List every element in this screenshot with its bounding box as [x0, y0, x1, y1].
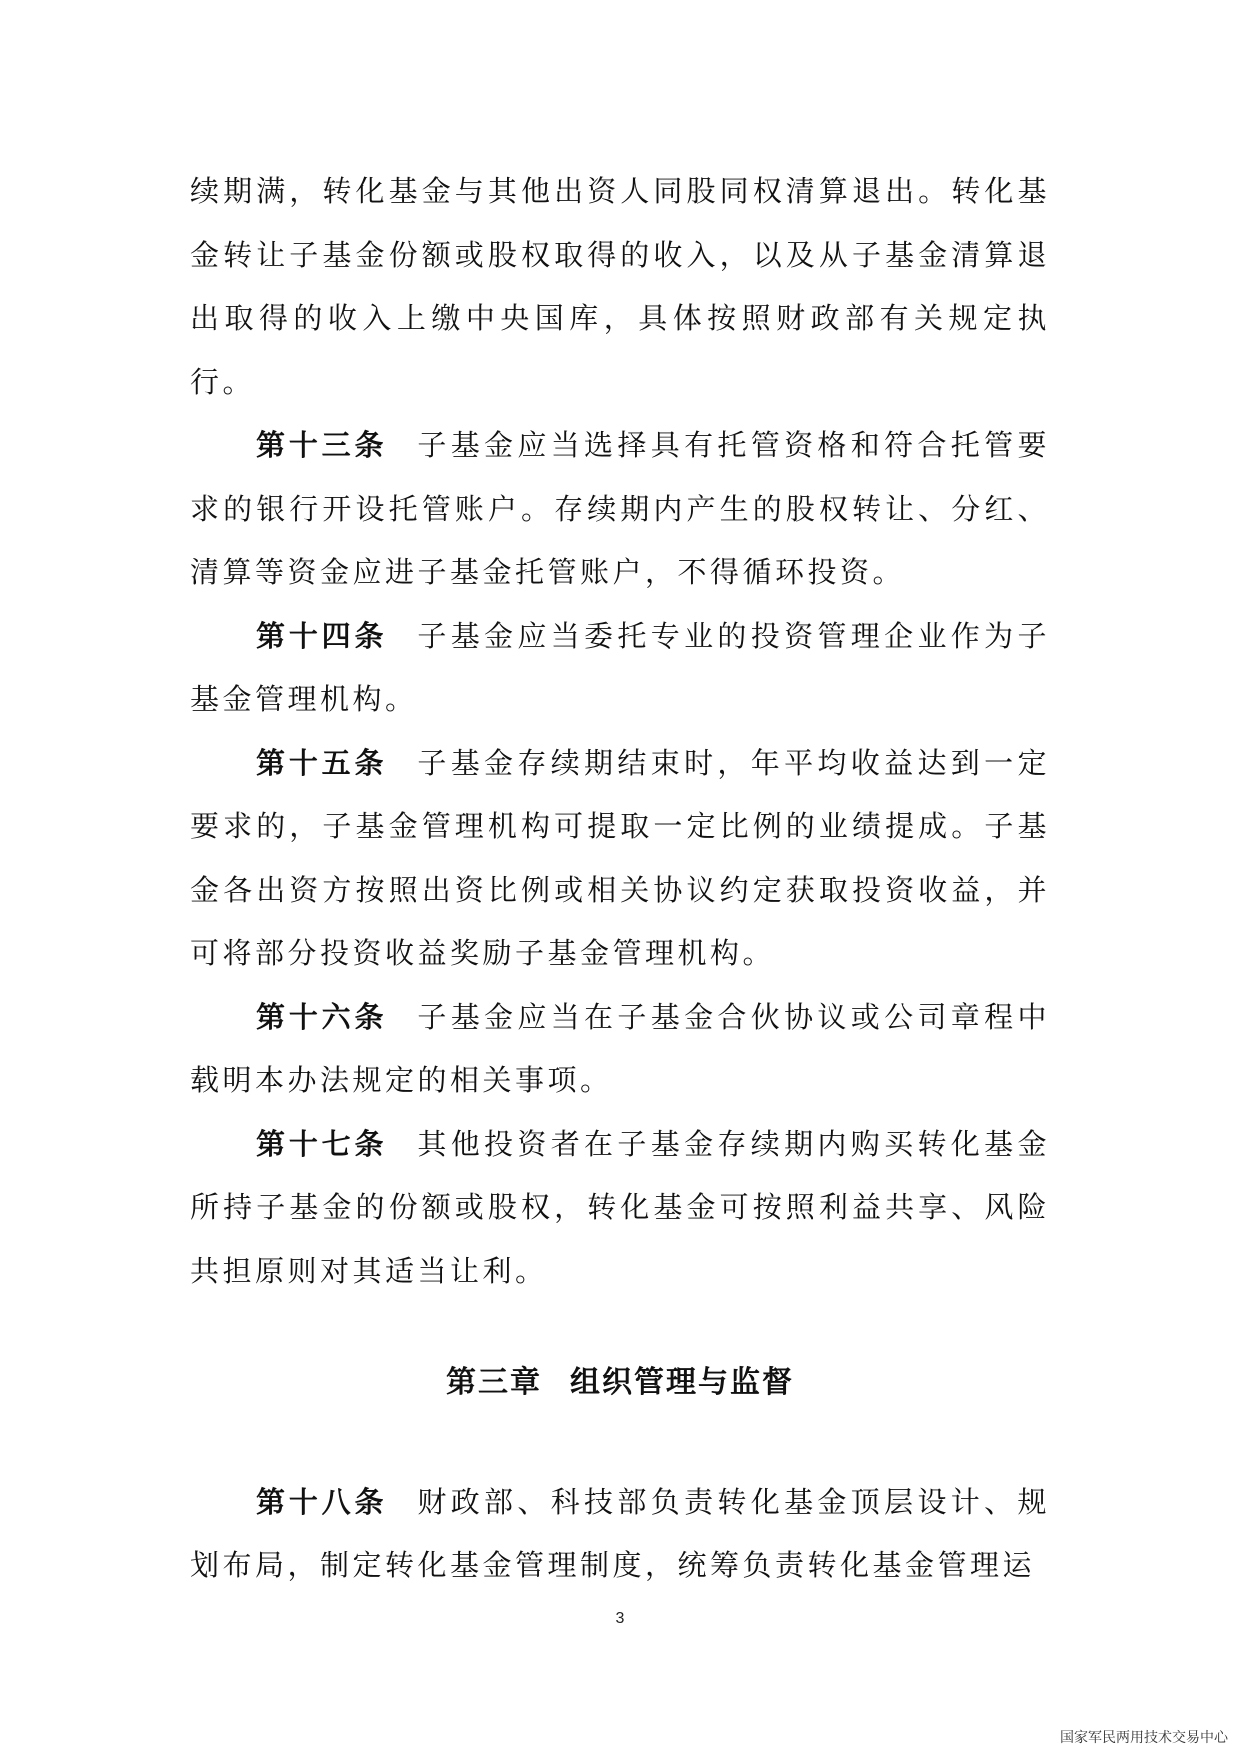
article-14	[190, 605, 1050, 732]
chapter-number: 第三章	[446, 1365, 542, 1400]
document-body	[190, 160, 1050, 1598]
article-text: 子基金应当在子基金合伙协议或公司章程中载明本办法规定的相关事项。	[190, 999, 1050, 1097]
article-number: 第十八条	[256, 1484, 388, 1519]
article-number: 第十三条	[256, 428, 388, 462]
article-13	[190, 414, 1050, 605]
article-text: 其他投资者在子基金存续期内购买转化基金所持子基金的份额或股权，转化基金可按照利益共享、风险共担原则对其适当让利。	[190, 1126, 1050, 1288]
article-number: 第十四条	[256, 618, 388, 653]
article-text: 财政部、科技部负责转化基金顶层设计、规划布局，制定转化基金管理制度，统筹负责转化基金管理运	[190, 1484, 1050, 1582]
article-text: 子基金应当选择具有托管资格和符合托管要求的银行开设托管账户。存续期内产生的股权转让、分红、清算等资金应进子基金托管账户，不得循环投资。	[190, 428, 1050, 589]
article-number: 第十七条	[256, 1126, 388, 1161]
chapter-heading	[190, 1351, 1050, 1415]
chapter-title: 组织管理与监督	[570, 1365, 794, 1400]
article-text: 子基金应当委托专业的投资管理企业作为子基金管理机构。	[190, 618, 1050, 716]
article-15	[190, 732, 1050, 986]
page-number: 3	[615, 1610, 625, 1627]
article-18	[190, 1471, 1050, 1598]
article-16	[190, 986, 1050, 1113]
continuation-paragraph: 续期满，转化基金与其他出资人同股同权清算退出。转化基金转让子基金份额或股权取得的收入，以及从子基金清算退出取得的收入上缴中央国库，具体按照财政部有关规定执行。	[190, 174, 1050, 399]
article-number: 第十五条	[256, 745, 388, 780]
article-text: 子基金存续期结束时，年平均收益达到一定要求的，子基金管理机构可提取一定比例的业绩提成。子基金各出资方按照出资比例或相关协议约定获取投资收益，并可将部分投资收益奖励子基金管理机构。	[190, 745, 1050, 970]
watermark-text: 国家军民两用技术交易中心	[1060, 1730, 1228, 1746]
article-17	[190, 1113, 1050, 1304]
article-number: 第十六条	[256, 999, 388, 1034]
